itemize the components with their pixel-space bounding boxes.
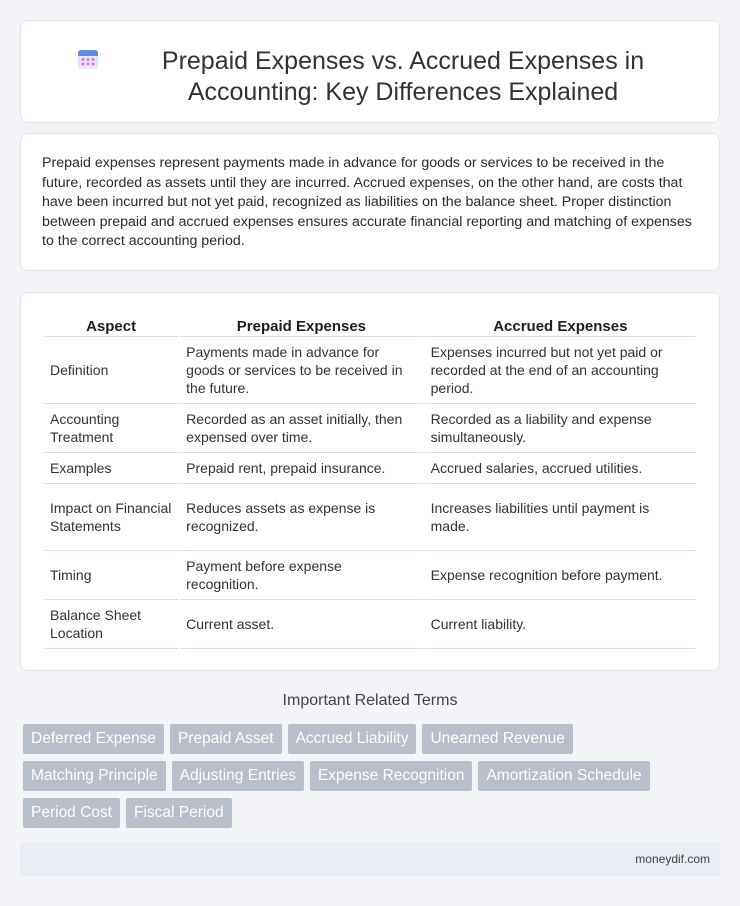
tag-expense-recognition[interactable]: Expense Recognition	[310, 761, 473, 791]
tag-matching-principle[interactable]: Matching Principle	[23, 761, 166, 791]
header-aspect: Aspect	[44, 314, 178, 337]
row-aspect: Definition	[44, 337, 178, 404]
footer-site-link[interactable]: moneydif.com	[635, 852, 710, 866]
header-accrued: Accrued Expenses	[425, 314, 696, 337]
row-prepaid: Reduces assets as expense is recognized.	[180, 484, 422, 551]
comparison-table	[42, 314, 698, 649]
tag-accrued-liability[interactable]: Accrued Liability	[288, 724, 417, 754]
tag-deferred-expense[interactable]: Deferred Expense	[23, 724, 164, 754]
tag-amortization-schedule[interactable]: Amortization Schedule	[478, 761, 649, 791]
row-aspect: Balance Sheet Location	[44, 600, 178, 649]
title-card	[20, 20, 720, 123]
row-prepaid: Current asset.	[180, 600, 422, 649]
table-row	[44, 404, 696, 453]
row-accrued: Current liability.	[425, 600, 696, 649]
row-accrued: Expenses incurred but not yet paid or recorded at the end of an accounting period.	[425, 337, 696, 404]
row-aspect: Accounting Treatment	[44, 404, 178, 453]
row-aspect: Timing	[44, 551, 178, 600]
table-row	[44, 551, 696, 600]
tag-fiscal-period[interactable]: Fiscal Period	[126, 798, 232, 828]
tag-unearned-revenue[interactable]: Unearned Revenue	[422, 724, 572, 754]
row-accrued: Expense recognition before payment.	[425, 551, 696, 600]
related-terms-heading: Important Related Terms	[282, 692, 458, 709]
row-prepaid: Prepaid rent, prepaid insurance.	[180, 453, 422, 484]
intro-card	[20, 133, 720, 271]
page-title: Prepaid Expenses vs. Accrued Expenses in Accounting: Key Differences Explained	[161, 47, 645, 106]
tag-adjusting-entries[interactable]: Adjusting Entries	[172, 761, 304, 791]
tag-prepaid-asset[interactable]: Prepaid Asset	[170, 724, 282, 754]
intro-paragraph: Prepaid expenses represent payments made in advance for goods or services to be received in the future, recorded as assets until they are incurred. Accrued expenses, on the other hand, are costs that have been incurred but not yet paid, recognized as liabilities on the balance sheet. Proper distinction between prepaid and accrued expenses ensures accurate financial reporting and matching of expenses to the correct accounting period.	[42, 155, 692, 250]
row-aspect: Examples	[44, 453, 178, 484]
row-accrued: Increases liabilities until payment is made.	[425, 484, 696, 551]
header-prepaid: Prepaid Expenses	[180, 314, 422, 337]
row-accrued: Recorded as a liability and expense simultaneously.	[425, 404, 696, 453]
row-aspect: Impact on Financial Statements	[44, 484, 178, 551]
table-header-row	[44, 314, 696, 337]
comparison-card	[20, 292, 720, 671]
row-prepaid: Recorded as an asset initially, then expensed over time.	[180, 404, 422, 453]
tag-period-cost[interactable]: Period Cost	[23, 798, 120, 828]
row-prepaid: Payments made in advance for goods or services to be received in the future.	[180, 337, 422, 404]
calendar-icon	[77, 48, 99, 70]
table-row	[44, 337, 696, 404]
table-row	[44, 453, 696, 484]
related-terms-list	[23, 724, 703, 828]
table-row	[44, 484, 696, 551]
row-prepaid: Payment before expense recognition.	[180, 551, 422, 600]
row-accrued: Accrued salaries, accrued utilities.	[425, 453, 696, 484]
table-row	[44, 600, 696, 649]
footer	[20, 842, 720, 876]
